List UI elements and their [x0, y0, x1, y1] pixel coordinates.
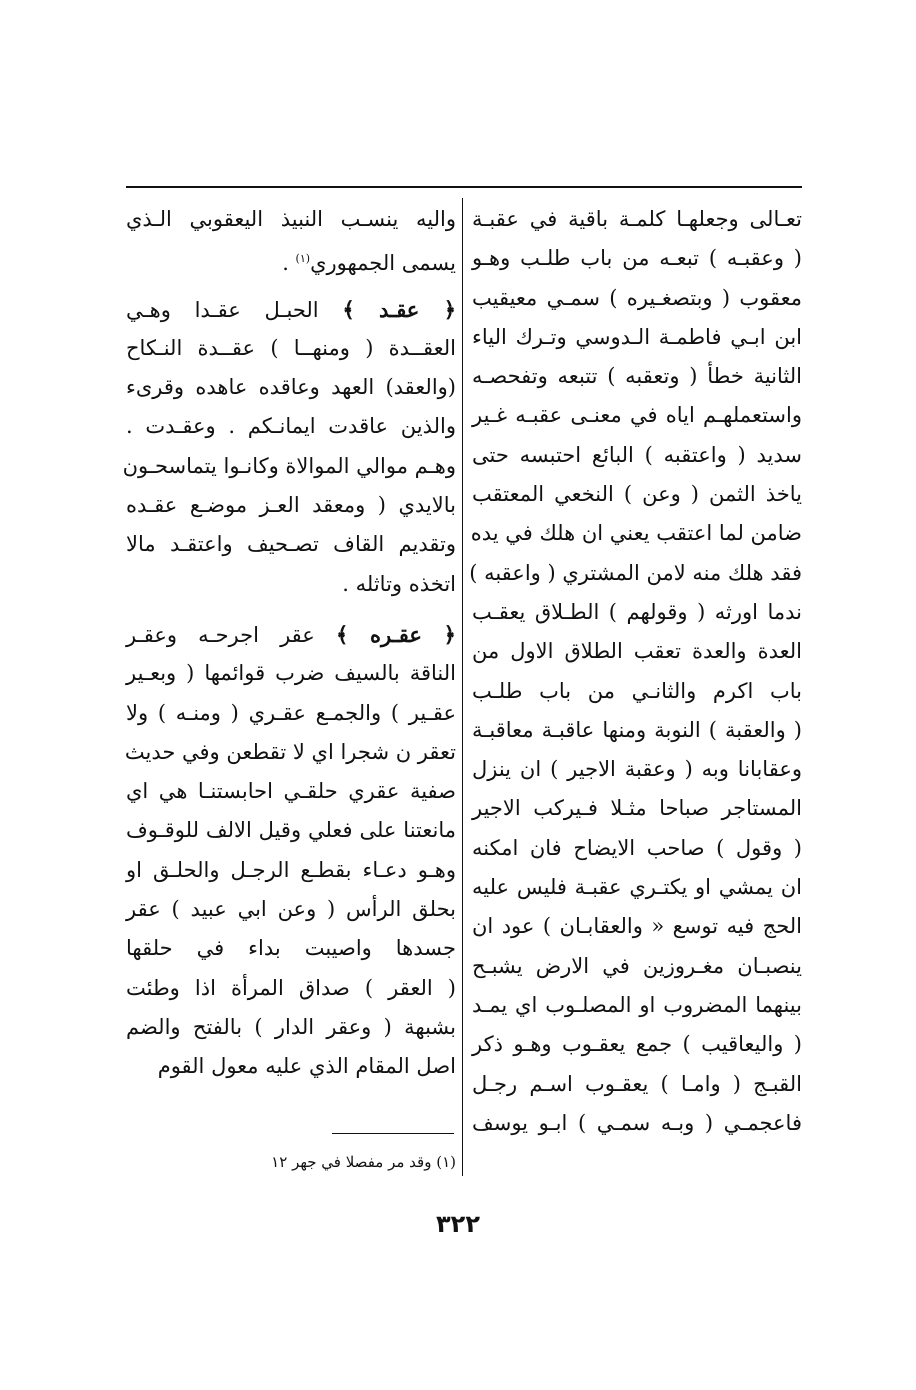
text-line: الناقة بالسيف ضرب قوائمها ( وبعـير: [126, 661, 456, 686]
paragraph-gap: [126, 604, 456, 615]
footnote: (١) وقد مر مفصلا في جهر ١٢: [271, 1153, 456, 1171]
text-line: ( وعقبـه ) تبعـه من باب طلـب وهـو: [472, 246, 802, 271]
text-line: عقـير ) والجمـع عقـري ( ومنـه ) ولا: [126, 700, 456, 725]
text-line: وهـو دعـاء بقطـع الرجـل والحلـق او: [126, 857, 456, 882]
page-number: ٣٢٢: [436, 1210, 480, 1238]
right-column: [469, 200, 802, 1143]
text-line: وعقابانا وبه ( وعقبة الاجير ) ان ينزل: [472, 757, 802, 782]
text-line: ندما اورثه ( وقولهم ) الطـلاق يعقـب: [472, 599, 802, 624]
entry-first-line: [126, 615, 456, 654]
text-line: (والعقد) العهد وعاقده عاهده وقرىء: [126, 375, 456, 400]
left-column: [122, 200, 456, 1087]
headword-aqd: ﴿ عقـد ﴾: [342, 296, 456, 322]
text-line: ( واليعاقيب ) جمع يعقـوب وهـو ذكر: [472, 1032, 802, 1057]
text-line: ان يمشي او يكتـري عقبـة فليس عليه: [472, 875, 802, 900]
top-rule: [126, 186, 802, 188]
text-line: سديد ( واعتقبه ) البائع احتبسه حتى: [472, 442, 802, 467]
column-divider: [462, 198, 463, 1176]
text-line: بحلق الرأس ( وعن ابي عبيد ) عقر: [126, 897, 456, 922]
text-line: وهـم موالي الموالاة وكانـوا يتماسحـون: [122, 453, 456, 478]
text-line: الحج فيه توسع « والعقابـان ) عود ان: [472, 914, 802, 939]
text-line: تعـالى وجعلهـا كلمـة باقية في عقبـة: [472, 207, 802, 231]
footnote-rule: [332, 1133, 454, 1134]
text-line: الثانية خطأ ( وتعقبه ) تتبعه وتفحصـه: [472, 364, 802, 389]
text-line: ينصبـان مغـروزين في الارض يشبـح: [472, 953, 802, 978]
text-line: تعقر ن شجرا اي لا تقطعن وفي حديث: [124, 739, 456, 764]
text-line: والذين عاقدت ايمانـكم . وعقـدت .: [126, 414, 456, 439]
text-line: ( وقول ) صاحب الايضاح فان امكنه: [472, 835, 802, 860]
text-line: ( العقر ) صداق المرأة اذا وطئت: [126, 975, 456, 1000]
text-line: اتخذه وتاثله .: [342, 571, 456, 596]
entry-first-line: [126, 290, 456, 329]
text-line: ( والعقبة ) النوبة ومنها عاقبـة معاقبـة: [472, 717, 802, 742]
footnote-marker: (١): [295, 252, 311, 266]
text-line: واستعملهـم اياه في معنـى عقبـه غـير: [472, 403, 802, 428]
text-line: ابن ابـي فاطمـة الـدوسي وتـرك الياء: [472, 324, 802, 349]
text-line: المستاجر صباحا مثـلا فـيركب الاجير: [472, 796, 802, 821]
text-line: مانعتنا على فعلي وقيل الالف للوقـوف: [126, 818, 456, 843]
text-line: فاعجمـي ( وبـه سمـي ) ابـو يوسف: [472, 1110, 802, 1135]
text-line: [126, 239, 456, 278]
text-fragment: يسمى الجمهوري: [310, 251, 456, 276]
text-line: العدة والعدة تعقب الطلاق الاول من: [472, 639, 802, 664]
text-line: القبـج ( وامـا ) يعقـوب اسـم رجـل: [472, 1071, 802, 1096]
text-line: بالايدي ( ومعقد العـز موضـع عقـده: [126, 493, 456, 518]
text-line: بشبهة ( وعقر الدار ) بالفتح والضم: [126, 1014, 456, 1039]
paragraph-gap: [126, 279, 456, 290]
headword-aqr: ﴿ عقـره ﴾: [335, 621, 456, 647]
text-line: بينهما المضروب او المصلـوب اي يمـد: [472, 992, 802, 1017]
text-line: العقــدة ( ومنهــا ) عقــدة النـكاح: [126, 335, 456, 360]
text-line: وتقديم القاف تصـحيف واعتقـد مالا: [126, 532, 456, 557]
text-line: اصل المقام الذي عليه معول القوم: [157, 1054, 456, 1079]
text-line: ضامن لما اعتقب يعني ان هلك في يده: [470, 521, 802, 546]
text-line: معقوب ( وبتصغـيره ) سمـي معيقيب: [472, 285, 802, 310]
text-line: صفية عقري حلقـي احابستنـا هي اي: [126, 779, 456, 804]
text-fragment: عقر اجرحـه وعقـر: [126, 622, 336, 647]
text-line: جسدها واصيبت بداء في حلقها: [126, 936, 456, 961]
text-line: واليه ينسـب النبيذ اليعقوبي الـذي: [126, 207, 456, 231]
text-fragment: .: [282, 251, 296, 276]
text-fragment: الحبـل عقـدا وهـي: [126, 297, 343, 322]
text-line: ياخذ الثمن ( وعن ) النخعي المعتقب: [472, 482, 802, 507]
text-line: فقد هلك منه لامن المشتري ( واعقبه ): [469, 560, 802, 585]
text-line: باب اكرم والثانـي من باب طلـب: [472, 678, 802, 703]
